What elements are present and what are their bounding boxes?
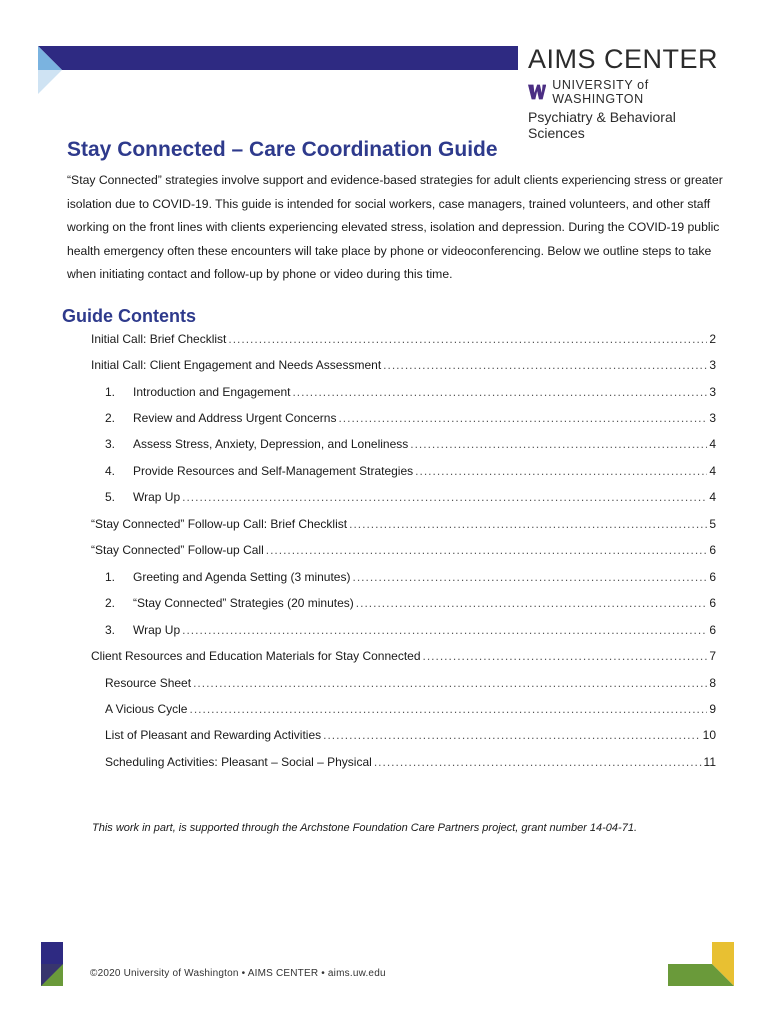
toc-entry[interactable] bbox=[105, 755, 716, 773]
toc-label: Review and Address Urgent Concerns bbox=[133, 411, 337, 425]
toc-number: 2. bbox=[105, 411, 116, 425]
toc-page-number: 3 bbox=[709, 358, 716, 372]
aims-center-logo bbox=[528, 44, 728, 141]
logo-title: AIMS CENTER bbox=[528, 44, 719, 74]
toc-entry[interactable] bbox=[105, 623, 716, 641]
toc-entry[interactable] bbox=[105, 676, 716, 694]
toc-page-number: 8 bbox=[709, 676, 716, 690]
toc-label: Scheduling Activities: Pleasant – Social – Physical bbox=[105, 755, 372, 769]
toc-page-number: 6 bbox=[709, 543, 716, 557]
toc-page-number: 4 bbox=[709, 464, 716, 478]
toc-leader bbox=[182, 623, 707, 637]
toc-leader bbox=[189, 702, 707, 716]
footer-text: ©2020 University of Washington • AIMS CENTER • aims.uw.edu bbox=[90, 968, 386, 979]
toc-entry[interactable] bbox=[105, 464, 716, 482]
toc-number: 5. bbox=[105, 490, 116, 504]
toc-page-number: 2 bbox=[709, 332, 716, 346]
toc-page-number: 6 bbox=[709, 570, 716, 584]
toc-page-number: 10 bbox=[702, 728, 716, 742]
toc-leader bbox=[356, 596, 708, 610]
toc-label: Wrap Up bbox=[133, 623, 181, 637]
toc-number: 1. bbox=[105, 385, 116, 399]
header-band bbox=[62, 46, 518, 70]
toc-entry[interactable] bbox=[105, 596, 716, 614]
toc-page-number: 4 bbox=[709, 490, 716, 504]
toc-leader bbox=[266, 543, 708, 557]
toc-leader bbox=[383, 358, 707, 372]
toc-leader bbox=[349, 517, 707, 531]
toc-label: Client Resources and Education Materials for Stay Connected bbox=[91, 649, 421, 663]
toc-label: Resource Sheet bbox=[105, 676, 192, 690]
toc-leader bbox=[423, 649, 708, 663]
toc-entry[interactable] bbox=[91, 543, 716, 561]
toc-number: 3. bbox=[105, 437, 116, 451]
header-corner-triangle-lower bbox=[38, 70, 62, 94]
toc-page-number: 6 bbox=[709, 623, 716, 637]
toc-entry[interactable] bbox=[105, 702, 716, 720]
toc-label: A Vicious Cycle bbox=[105, 702, 188, 716]
toc-entry[interactable] bbox=[105, 385, 716, 403]
toc-label: Initial Call: Brief Checklist bbox=[91, 332, 227, 346]
toc-leader bbox=[410, 437, 707, 451]
toc-page-number: 5 bbox=[709, 517, 716, 531]
toc-entry[interactable] bbox=[105, 490, 716, 508]
uw-w-icon bbox=[528, 84, 546, 100]
toc-number: 4. bbox=[105, 464, 116, 478]
toc-leader bbox=[193, 676, 707, 690]
toc-entry[interactable] bbox=[91, 517, 716, 535]
toc-label: “Stay Connected” Strategies (20 minutes) bbox=[133, 596, 354, 610]
toc-label: “Stay Connected” Follow-up Call: Brief Checklist bbox=[91, 517, 348, 531]
toc-number: 3. bbox=[105, 623, 116, 637]
toc-leader bbox=[415, 464, 707, 478]
funding-note: This work in part, is supported through the Archstone Foundation Care Partners project, grant number 14-04-71. bbox=[92, 822, 637, 834]
logo-university: UNIVERSITY of WASHINGTON bbox=[552, 78, 649, 106]
toc-number: 1. bbox=[105, 570, 116, 584]
toc-label: Assess Stress, Anxiety, Depression, and Loneliness bbox=[133, 437, 409, 451]
logo-department: Psychiatry & Behavioral Sciences bbox=[528, 109, 676, 141]
toc-leader bbox=[352, 570, 707, 584]
toc-page-number: 6 bbox=[709, 596, 716, 610]
footer-right-block bbox=[668, 942, 734, 986]
toc-page-number: 11 bbox=[703, 755, 716, 769]
toc-page-number: 3 bbox=[709, 411, 716, 425]
toc-label: “Stay Connected” Follow-up Call bbox=[91, 543, 264, 557]
toc-page-number: 3 bbox=[709, 385, 716, 399]
toc-leader bbox=[323, 728, 701, 742]
toc-page-number: 7 bbox=[709, 649, 716, 663]
guide-contents-heading: Guide Contents bbox=[62, 306, 196, 326]
toc-entry[interactable] bbox=[105, 570, 716, 588]
toc-leader bbox=[182, 490, 707, 504]
toc-label: Introduction and Engagement bbox=[133, 385, 291, 399]
logo-university-row bbox=[528, 78, 728, 106]
intro-paragraph: “Stay Connected” strategies involve support and evidence-based strategies for adult clients experiencing stress or greater isolation due to COVID-19. This guide is intended for social workers, case managers, trained volunteers, and other staff working on the front lines with clients experiencing elevated stress, isolation and depression. During the COVID-19 public health emergency often these encounters will take place by phone or videoconferencing. Below we outline steps to take when initiating contact and follow-up by phone or video during this time. bbox=[67, 173, 723, 281]
toc-label: Greeting and Agenda Setting (3 minutes) bbox=[133, 570, 351, 584]
toc-entry[interactable] bbox=[105, 411, 716, 429]
toc-number: 2. bbox=[105, 596, 116, 610]
toc-label: Wrap Up bbox=[133, 490, 181, 504]
toc-entry[interactable] bbox=[105, 728, 716, 746]
toc-page-number: 4 bbox=[709, 437, 716, 451]
document-title: Stay Connected – Care Coordination Guide bbox=[67, 138, 498, 161]
toc-page-number: 9 bbox=[709, 702, 716, 716]
toc-entry[interactable] bbox=[91, 332, 716, 350]
toc-entry[interactable] bbox=[105, 437, 716, 455]
toc-label: Initial Call: Client Engagement and Needs Assessment bbox=[91, 358, 382, 372]
toc-leader bbox=[292, 385, 707, 399]
toc-label: Provide Resources and Self-Management Strategies bbox=[133, 464, 414, 478]
toc-label: List of Pleasant and Rewarding Activities bbox=[105, 728, 322, 742]
toc-entry[interactable] bbox=[91, 649, 716, 667]
toc-entry[interactable] bbox=[91, 358, 716, 376]
toc-leader bbox=[374, 755, 702, 769]
toc-leader bbox=[338, 411, 707, 425]
header-corner-triangle bbox=[38, 46, 62, 70]
toc-leader bbox=[228, 332, 707, 346]
footer-left-block bbox=[41, 942, 63, 986]
